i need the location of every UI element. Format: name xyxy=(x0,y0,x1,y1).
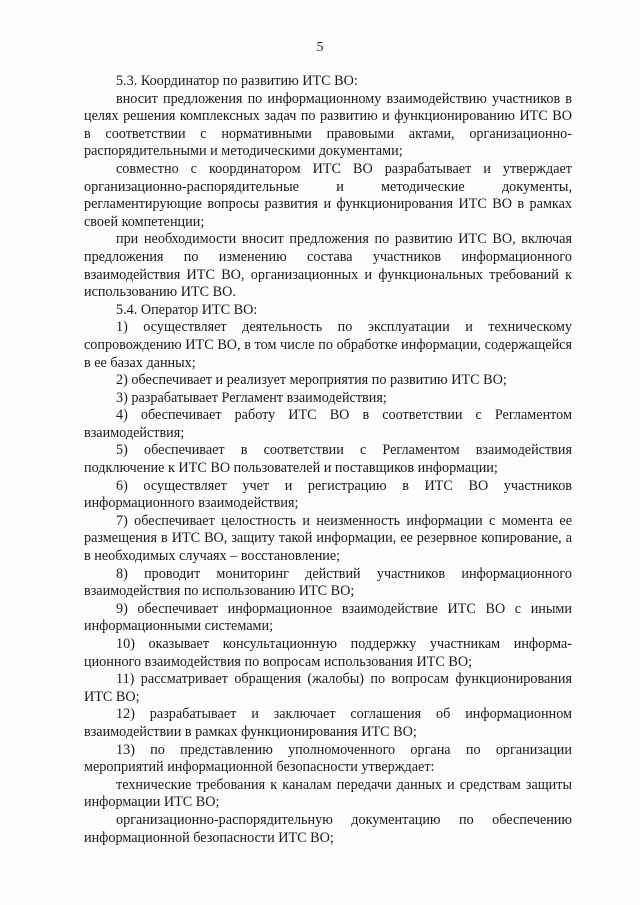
list-item: 4) обеспечивает работу ИТС ВО в соответствии с Регламентом взаимодействия; xyxy=(84,407,572,441)
list-item: 3) разрабатывает Регламент взаимодействия; xyxy=(116,389,387,406)
list-item: 8) проводит мониторинг действий участников информационного взаимодействия по использованию ИТС ВО; xyxy=(84,565,572,600)
list-item: 9) обеспечивает информационное взаимодействие ИТС ВО с иными информационными системами; xyxy=(84,600,572,635)
list-item: 6) осуществляет учет и регистрацию в ИТС ВО участников информационного взаимодействия; xyxy=(84,477,572,512)
paragraph: при необходимости вносит предложения по развитию ИТС ВО, включая предложения по изменению состава участников информационного взаимодействия ИТС ВО, организационных и функциональных требований к использованию ИТС ВО. xyxy=(84,231,572,301)
list-item: 10) оказывает консультационную поддержку участникам информационного взаимодействия по вопросам использования ИТС ВО; xyxy=(84,636,572,670)
paragraph: вносит предложения по информационному взаимодействию участников в целях решения комплексных задач по развитию и функционированию ИТС ВО в соответствии с нормативными правовыми актами, организационно-распорядительными и методическими документами; xyxy=(84,90,572,160)
list-item: 12) разрабатывает и заключает соглашения об информационном взаимодействии в рамках функционирования ИТС ВО; xyxy=(84,706,572,740)
paragraph: совместно с координатором ИТС ВО разрабатывает и утверждает организационно-распорядительные и методические документы, регламентирующие вопросы развития и функционирования ИТС ВО в рамках своей компетенции; xyxy=(84,160,572,230)
document-body xyxy=(84,73,572,847)
section-heading-5-3: 5.3. Координатор по развитию ИТС ВО: xyxy=(116,73,358,89)
page-number: 5 xyxy=(316,40,324,55)
sub-item: организационно-распорядительную документацию по обеспечению информационной безопасности ИТС ВО; xyxy=(84,811,572,846)
section-heading-5-4: 5.4. Оператор ИТС ВО: xyxy=(116,301,258,318)
list-item: 7) обеспечивает целостность и неизменность информации с момента ее размещения в ИТС ВО, защиту такой информации, ее резервное копирование, а в необходимых случаях – восстановление; xyxy=(84,512,572,565)
list-item: 11) рассматривает обращения (жалобы) по вопросам функционирования ИТС ВО; xyxy=(84,671,572,705)
sub-item: технические требования к каналам передачи данных и средствам защиты информации ИТС ВО; xyxy=(84,776,572,811)
list-item: 1) осуществляет деятельность по эксплуатации и техническому сопровождению ИТС ВО, в том числе по обработке информации, содержащейся в ее базах данных; xyxy=(84,319,572,371)
list-item: 5) обеспечивает в соответствии с Регламентом взаимодействия подключение к ИТС ВО пользователей и поставщиков информации; xyxy=(84,442,572,477)
list-item: 2) обеспечивает и реализует мероприятия по развитию ИТС ВО; xyxy=(116,372,507,389)
list-item: 13) по представлению уполномоченного органа по организации мероприятий информационной безопасности утверждает: xyxy=(84,741,572,776)
